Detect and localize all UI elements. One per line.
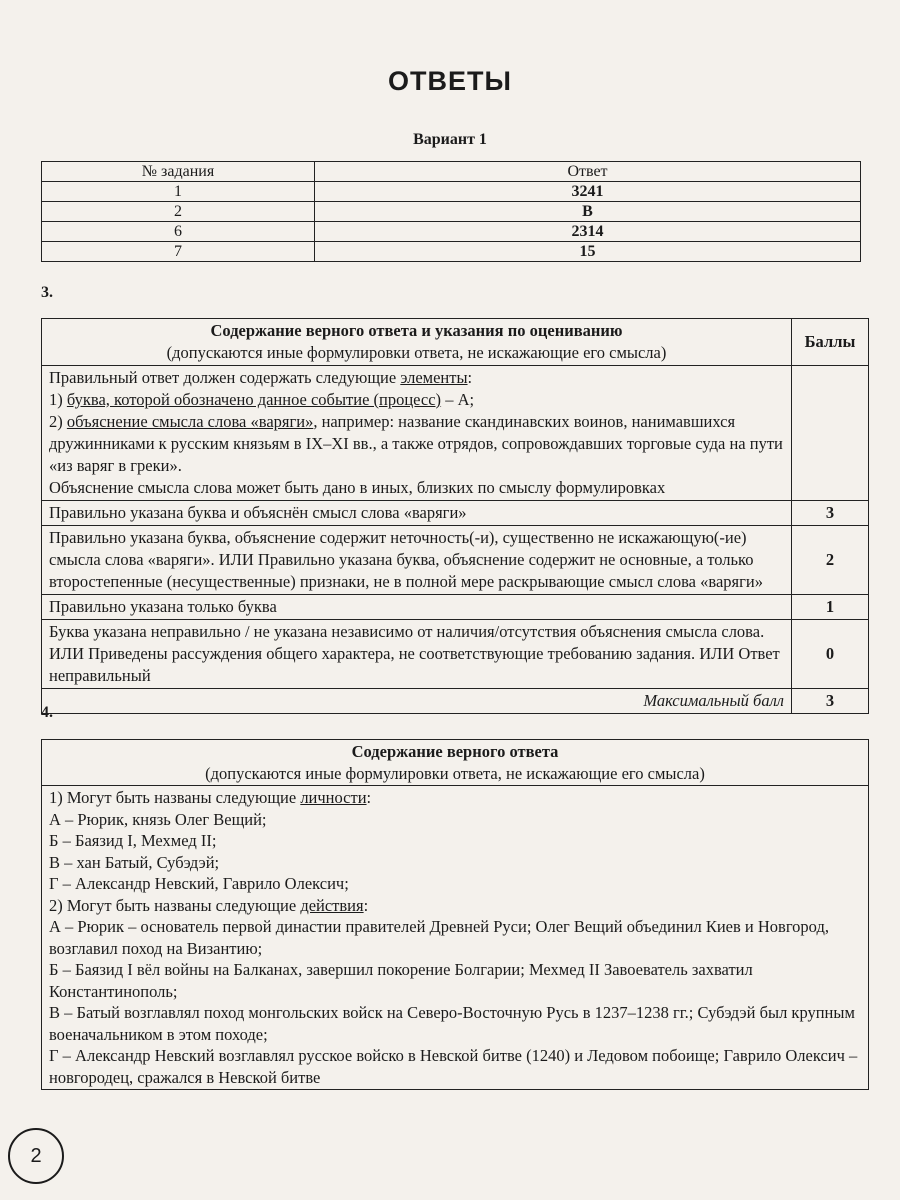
q3-header-row	[42, 319, 869, 366]
q3-el2-underlined: объяснение смысла слова «варяги»	[66, 412, 314, 431]
task-number: 6	[42, 222, 315, 242]
q4-header-content	[42, 740, 869, 786]
task-answer: 3241	[315, 182, 861, 202]
q3-header-main: Содержание верного ответа и указания по оцениванию	[210, 321, 623, 340]
q4-person-item: Г – Александр Невский, Гаврило Олексич;	[49, 874, 349, 893]
q3-criterion-text: Правильно указана буква и объяснён смысл слова «варяги»	[42, 501, 792, 526]
task-answer: 15	[315, 242, 861, 262]
q3-criterion-points: 2	[792, 526, 869, 595]
q3-criterion-row	[42, 501, 869, 526]
q3-header-content	[42, 319, 792, 366]
q3-max-row	[42, 689, 869, 714]
q4-header-sub: (допускаются иные формулировки ответа, не искажающие его смысла)	[205, 763, 705, 783]
q4-action-item: Б – Баязид I вёл войны на Балканах, завершил покорение Болгарии; Мехмед II Завоеватель захватил Константинополь;	[49, 960, 753, 1001]
q3-element-note: Объяснение смысла слова может быть дано в иных, близких по смыслу формулировках	[49, 478, 666, 497]
q3-element-2	[49, 411, 784, 477]
question-3-table	[41, 318, 869, 714]
q3-criterion-text: Правильно указана только буква	[42, 595, 792, 620]
q3-header-sub: (допускаются иные формулировки ответа, не искажающие его смысла)	[166, 343, 667, 362]
table-row	[42, 182, 861, 202]
q4-action-item: В – Батый возглавлял поход монгольских войск на Северо-Восточную Русь в 1237–1238 гг.; Субэдэй был крупным военачальником в этом походе;	[49, 1003, 855, 1044]
q3-max-points: 3	[792, 689, 869, 714]
q3-intro-suffix: :	[467, 368, 473, 387]
header-task-number: № задания	[42, 162, 315, 182]
q4-p1-prefix: 1) Могут быть названы следующие	[49, 788, 301, 807]
q4-p1-suffix: :	[366, 788, 372, 807]
q4-persons-intro	[49, 787, 861, 809]
q3-criterion-text: Буква указана неправильно / не указана независимо от наличия/отсутствия объяснения смысла слова. ИЛИ Приведены рассуждения общего характера, не соответствующие требованию задания. ИЛИ Ответ неправильный	[42, 620, 792, 689]
q4-header-row	[42, 740, 869, 786]
q3-criterion-row	[42, 526, 869, 595]
q4-p2-prefix: 2) Могут быть названы следующие	[49, 895, 301, 915]
q4-p2-underlined: действия	[300, 895, 364, 915]
q3-elements	[42, 366, 792, 501]
q3-criterion-points: 0	[792, 620, 869, 689]
q4-p1-underlined: личности	[300, 788, 367, 807]
q3-criterion-text: Правильно указана буква, объяснение содержит неточность(-и), существенно не искажающую(-ие) смысла слова «варяги». ИЛИ Правильно указана буква, объяснение содержит не основные, а только второстепенные (несущественные) признаки, не в полной мере раскрывающие смысл слова «варяги»	[42, 526, 792, 595]
q4-header-main: Содержание верного ответа	[351, 742, 559, 761]
q4-actions-intro	[49, 895, 861, 917]
q4-person-item: Б – Баязид I, Мехмед II;	[49, 831, 217, 850]
task-number: 1	[42, 182, 315, 202]
table-row	[42, 242, 861, 262]
q3-criterion-points: 3	[792, 501, 869, 526]
q4-p2-suffix: :	[363, 895, 369, 915]
q4-body-row	[42, 786, 869, 1090]
q3-criterion-row	[42, 620, 869, 689]
q4-person-item: А – Рюрик, князь Олег Вещий;	[49, 809, 267, 829]
q3-criterion-row	[42, 595, 869, 620]
q3-intro-underlined: элементы	[400, 368, 468, 387]
table-row	[42, 222, 861, 242]
q3-intro-prefix: Правильный ответ должен содержать следующие	[49, 368, 401, 387]
q3-el2-num: 2)	[49, 412, 67, 431]
q3-el1-rest: – А;	[441, 390, 475, 409]
q3-criterion-points: 1	[792, 595, 869, 620]
task-number: 7	[42, 242, 315, 262]
q3-elements-row	[42, 366, 869, 501]
q3-el2-rest: , например: название скандинавских воинов, нанимавшихся дружинниками к русским князьям в IX–XI вв., а также отрядов, сопровождавших торговые суда на пути «из варяг в греки».	[49, 412, 783, 475]
page-title: ОТВЕТЫ	[388, 66, 512, 96]
q3-intro	[49, 367, 784, 389]
question-4-table	[41, 739, 869, 1090]
q4-action-item: Г – Александр Невский возглавлял русское войско в Невской битве (1240) и Ледовом побоище; Гаврило Олексич – новгородец, сражался в Невской битве	[49, 1046, 858, 1087]
task-answer: 2314	[315, 222, 861, 242]
task-number: 2	[42, 202, 315, 222]
page-number: 2	[8, 1128, 64, 1184]
variant-heading: Вариант 1	[413, 131, 487, 148]
q3-max-label: Максимальный балл	[42, 689, 792, 714]
q3-header-points: Баллы	[792, 319, 869, 366]
q3-el1-num: 1)	[49, 390, 67, 409]
question-4-label: 4.	[41, 704, 53, 721]
q4-action-item: А – Рюрик – основатель первой династии правителей Древней Руси; Олег Вещий объединил Киев и Новгород, возглавил поход на Византию;	[49, 917, 829, 958]
q4-person-item: В – хан Батый, Субэдэй;	[49, 852, 220, 872]
q3-elements-points	[792, 366, 869, 501]
q3-element-1	[49, 389, 784, 411]
q3-el1-underlined: буква, которой обозначено данное событие (процесс)	[66, 390, 442, 409]
question-3-label: 3.	[41, 284, 53, 301]
task-answer: В	[315, 202, 861, 222]
answers-table-header	[42, 162, 861, 182]
q4-body	[42, 786, 869, 1090]
answers-table	[41, 161, 861, 262]
header-answer: Ответ	[315, 162, 861, 182]
table-row	[42, 202, 861, 222]
